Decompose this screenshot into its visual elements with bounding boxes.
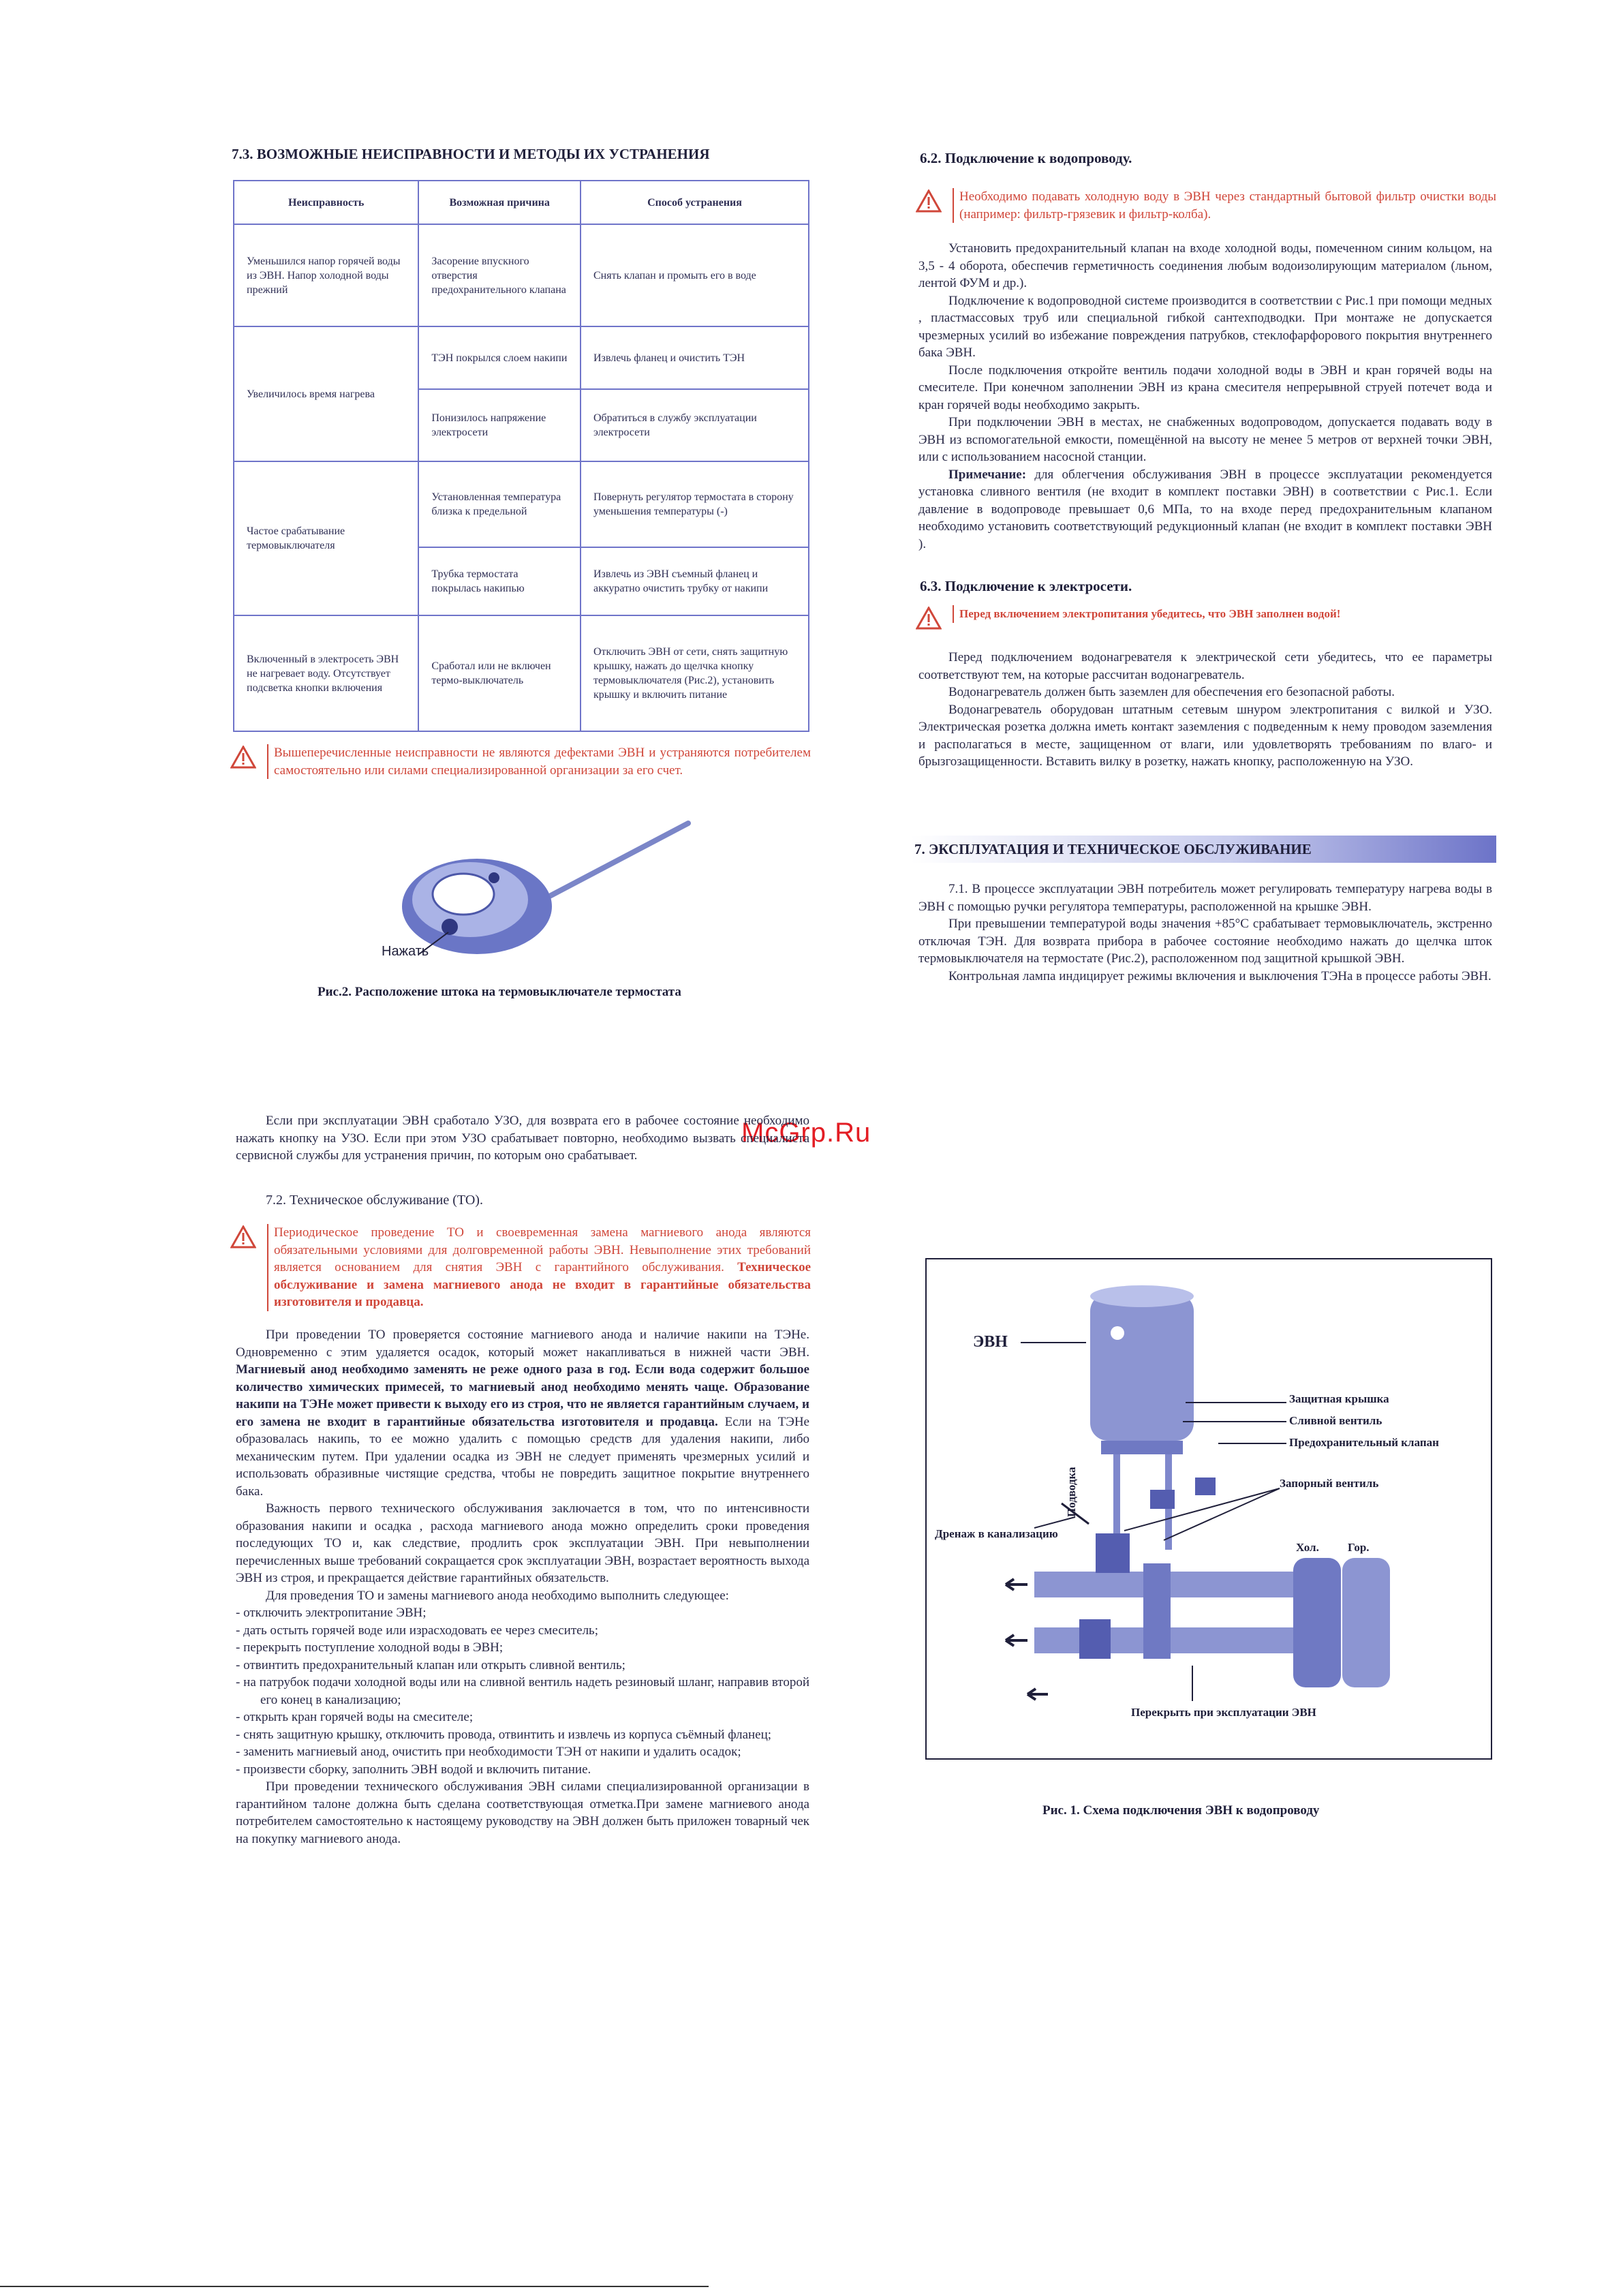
list-item: - заменить магниевый анод, очистить при необходимости ТЭН от накипи и удалить осадок; xyxy=(236,1745,741,1759)
press-label: Нажать xyxy=(382,944,429,959)
col-header-cause: Возможная причина xyxy=(418,181,581,224)
paragraph: Водонагреватель должен быть заземлен для обеспечения его безопасной работы. xyxy=(948,685,1395,699)
table-row xyxy=(234,224,809,326)
col-header-fault: Неисправность xyxy=(234,181,418,224)
fig1-caption: Рис. 1. Схема подключения ЭВН к водопроводу xyxy=(1042,1803,1320,1818)
paragraph: Подключение к водопроводной системе производится в соответствии с Рис.1 при помощи медных , пластмассовых труб или специальной гибкой сантехподводки. При монтаже не допускается чрезмерных усилий во избежание повреждения патрубков, стеклофарфорового покрытия внутреннего бака ЭВН. xyxy=(918,293,1492,360)
paragraph xyxy=(236,1326,809,1500)
watermark: McGrp.Ru xyxy=(741,1118,871,1148)
anode-text-c: Если на ТЭНе образовалась накипь, то ее можно удалить с помощью средств для удаления накипи, либо механическим путем. При удалении осадка из ЭВН не следует применять чрезмерных усилий и использовать образивные чистящие средства, чтобы не повредить защитное покрытие внутреннего бака. xyxy=(236,1414,809,1499)
list-item: - отвинтить предохранительный клапан или открыть сливной вентиль; xyxy=(236,1657,625,1672)
cause-cell: Трубка термостата покрылась накипью xyxy=(418,547,581,615)
cause-cell: ТЭН покрылся слоем накипи xyxy=(418,326,581,389)
filter-warning-text: Необходимо подавать холодную воду в ЭВН через стандартный бытовой фильтр очистки воды (например: фильтр-грязевик и фильтр-колба). xyxy=(953,188,1496,223)
paragraph: Если при эксплуатации ЭВН сработало УЗО, для возврата его в рабочее состояние необходимо нажать кнопку на УЗО. Если при этом УЗО срабатывает повторно, необходимо вызвать специалиста сервисной службы для устранения причин, по которым оно срабатывает. xyxy=(236,1114,809,1163)
label-shutoff-valve: Запорный вентиль xyxy=(1280,1477,1379,1490)
label-close: Перекрыть при эксплуатации ЭВН xyxy=(1131,1706,1316,1719)
table-row xyxy=(234,615,809,731)
section-6-3-body xyxy=(918,649,1492,771)
fix-cell: Снять клапан и промыть его в воде xyxy=(581,224,809,326)
label-cover: Защитная крышка xyxy=(1289,1392,1389,1405)
section-7-title: 7. ЭКСПЛУАТАЦИЯ И ТЕХНИЧЕСКОЕ ОБСЛУЖИВАНИЕ xyxy=(910,836,1496,863)
paragraph: При подключении ЭВН в местах, не снабженных водопроводом, допускается подавать воду в ЭВН из вспомогательной емкости, помещённой на высоту не менее 5 метров от верхней точки ЭВН, или с использованием насосной станции. xyxy=(918,415,1492,464)
fault-cell: Уменьшился напор горячей воды из ЭВН. Напор холодной воды прежний xyxy=(234,224,418,326)
table-row xyxy=(234,326,809,389)
filter-warning xyxy=(916,188,1496,223)
paragraph: Перед подключением водонагревателя к электрической сети убедитесь, что ее параметры соответствуют тем, на которые рассчитан водонагреватель. xyxy=(918,650,1492,682)
fault-cell: Частое срабатывание термовыключателя xyxy=(234,461,418,615)
fig2-caption: Рис.2. Расположение штока на термовыключателе термостата xyxy=(318,985,681,999)
paragraph: Контрольная лампа индицирует режимы включения и выключения ТЭНа в процессе работы ЭВН. xyxy=(948,968,1491,983)
faults-table-wrap xyxy=(233,180,809,732)
list-item: - снять защитную крышку, отключить провода, отвинтить и извлечь из корпуса съёмный фланец; xyxy=(236,1727,772,1742)
label-evn: ЭВН xyxy=(973,1333,1008,1351)
anode-text-b: Магниевый анод необходимо заменять не реже одного раза в год. Если вода содержит большое количество химических примесей, то магниевый анод необходимо менять чаще. Образование накипи на ТЭНе может привести к выходу его из строя, что не является гарантийным случаем, и его замена не входит в гарантийные обязательства изготовителя и продавца. xyxy=(236,1362,809,1429)
note-paragraph xyxy=(918,466,1492,553)
label-drain: Дренаж в канализацию xyxy=(935,1527,1058,1540)
paragraph: Для проведения ТО и замены магниевого анода необходимо выполнить следующее: xyxy=(266,1588,729,1603)
plumbing-diagram xyxy=(925,1258,1492,1760)
power-warning xyxy=(916,605,1496,630)
faults-table xyxy=(233,180,809,732)
fix-cell: Извлечь из ЭВН съемный фланец и аккуратно очистить трубку от накипи xyxy=(581,547,809,615)
maintenance-warning xyxy=(230,1224,811,1311)
uzo-paragraph-wrap xyxy=(236,1112,809,1165)
warning-bold: Техническое обслуживание и замена магниевого анода не входит в гарантийные обязательства изготовителя и продавца. xyxy=(274,1260,811,1309)
fix-cell: Обратиться в службу эксплуатации электросети xyxy=(581,389,809,461)
anode-text-a: При проведении ТО проверяется состояние магниевого анода и наличие накипи на ТЭНе. Одновременно с этим удаляется осадок, который может накапливаться в нижней части ЭВН. xyxy=(236,1328,809,1360)
cause-cell: Установленная температура близка к предельной xyxy=(418,461,581,547)
list-item: - на патрубок подачи холодной воды или на сливной вентиль надеть резиновый шланг, направив второй его конец в канализацию; xyxy=(236,1675,809,1707)
list-item: - открыть кран горячей воды на смесителе; xyxy=(236,1710,474,1724)
label-supply: Подводка xyxy=(1065,1467,1078,1517)
section-6-3-title: 6.3. Подключение к электросети. xyxy=(920,578,1132,594)
note-text: для облегчения обслуживания ЭВН в процессе эксплуатации рекомендуется установка сливного вентиля (не входит в комплект поставки ЭВН) в соответствии с Рис.1. Если давление в водопроводе превышает 0,6 МПа, то на входе перед предохранительным клапаном необходимо установить соответствующий редукционный клапан (не входит в комплект поставки ЭВН ). xyxy=(918,467,1492,551)
paragraph: 7.1. В процессе эксплуатации ЭВН потребитель может регулировать температуру нагрева воды в ЭВН с помощью ручки регулятора температуры, расположенной на крышке ЭВН. xyxy=(918,882,1492,914)
cause-cell: Сработал или не включен термо-выключатель xyxy=(418,615,581,731)
warning-icon xyxy=(230,1225,256,1249)
section-7-2-title: 7.2. Техническое обслуживание (ТО). xyxy=(266,1193,483,1208)
fix-cell: Извлечь фланец и очистить ТЭН xyxy=(581,326,809,389)
warning-icon xyxy=(916,607,942,630)
section-7-body xyxy=(918,881,1492,985)
list-item: - дать остыть горячей воде или израсходовать ее через смеситель; xyxy=(236,1623,598,1638)
paragraph: Установить предохранительный клапан на входе холодной воды, помеченном синим кольцом, на 3,5 - 4 оборота, обеспечив герметичность соединения любым водоизолирующим материалом (льном, лентой ФУМ и др.). xyxy=(918,241,1492,290)
section-7-2-body xyxy=(236,1326,809,1848)
paragraph: При превышении температурой воды значения +85°С срабатывает термовыключатель, экстренно отключая ТЭН. Для возврата прибора в рабочее состояние необходимо нажать до щелчка шток термовыключателя на термостате (Рис.2), расположенном под защитной крышкой ЭВН. xyxy=(918,917,1492,966)
warning-plain: Периодическое проведение ТО и своевременная замена магниевого анода являются обязательными условиями для долговременной работы ЭВН. Невыполнение этих требований является основанием для снятия ЭВН с гарантийного обслуживания. xyxy=(274,1225,811,1274)
list-item: - перекрыть поступление холодной воды в ЭВН; xyxy=(236,1640,504,1655)
faults-warning-text: Вышеперечисленные неисправности не являются дефектами ЭВН и устраняются потребителем самостоятельно или силами специализированной организации за его счет. xyxy=(267,744,811,779)
fault-cell: Увеличилось время нагрева xyxy=(234,326,418,461)
section-6-2-title: 6.2. Подключение к водопроводу. xyxy=(920,150,1132,166)
fix-cell: Отключить ЭВН от сети, снять защитную крышку, нажать до щелчка кнопку термовыключателя (Рис.2), установить крышку и включить питание xyxy=(581,615,809,731)
label-hot: Гор. xyxy=(1348,1541,1370,1554)
fix-cell: Повернуть регулятор термостата в сторону уменьшения температуры (-) xyxy=(581,461,809,547)
page-edge-line xyxy=(0,2286,709,2287)
label-cold: Хол. xyxy=(1296,1541,1319,1554)
paragraph: Водонагреватель оборудован штатным сетевым шнуром электропитания с вилкой и УЗО. Электрическая розетка должна иметь контакт заземления с подведенным к нему проводом заземления и располагаться в месте, защищенном от влаги, или удовлетворять требованиям по влаго- и брызгозащищенности. Вставить вилку в розетку, нажать кнопку, расположенную на УЗО. xyxy=(918,702,1492,769)
section-6-2-body xyxy=(918,240,1492,553)
list-item: - отключить электропитание ЭВН; xyxy=(236,1606,427,1620)
warning-icon xyxy=(916,189,942,213)
power-warning-text: Перед включением электропитания убедитесь, что ЭВН заполнен водой! xyxy=(953,605,1340,623)
section-7-3-title: 7.3. ВОЗМОЖНЫЕ НЕИСПРАВНОСТИ И МЕТОДЫ ИХ УСТРАНЕНИЯ xyxy=(232,146,710,162)
water-heater-tank xyxy=(1090,1294,1194,1441)
paragraph: После подключения откройте вентиль подачи холодной воды в ЭВН и кран горячей воды на смесителе. При конечном заполнении ЭВН из крана смесителя непрерывной струей потечет вода и кран горячей воды необходимо закрыть. xyxy=(918,363,1492,412)
table-row xyxy=(234,461,809,547)
maintenance-warning-text xyxy=(267,1224,811,1311)
faults-warning xyxy=(230,744,811,779)
fault-cell: Включенный в электросеть ЭВН не нагревает воду. Отсутствует подсветка кнопки включения xyxy=(234,615,418,731)
col-header-fix: Способ устранения xyxy=(581,181,809,224)
list-item: - произвести сборку, заполнить ЭВН водой и включить питание. xyxy=(236,1762,591,1777)
paragraph: При проведении технического обслуживания ЭВН силами специализированной организации в гарантийном талоне должна быть сделана соответствующая отметка.При замене магниевого анода потребителем самостоятельно к настоящему руководству на ЭВН должен быть приложен товарный чек на покупку магниевого анода. xyxy=(236,1779,809,1846)
cause-cell: Засорение впускного отверстия предохранительного клапана xyxy=(418,224,581,326)
maintenance-steps xyxy=(236,1604,809,1778)
note-label: Примечание: xyxy=(948,467,1027,482)
warning-icon xyxy=(230,746,256,769)
label-safety-valve: Предохранительный клапан xyxy=(1289,1436,1439,1449)
cause-cell: Понизилось напряжение электросети xyxy=(418,389,581,461)
label-drain-valve: Сливной вентиль xyxy=(1289,1414,1382,1427)
paragraph: Важность первого технического обслуживания заключается в том, что по интенсивности образования накипи и осадка , расхода магниевого анода можно определить сроки проведения последующих ТО и, как следствие, продлить срок эксплуатации ЭВН. При невыполнении перечисленных выше требований сокращается срок эксплуатации ЭВН, возрастает вероятность выхода ЭВН из строя, и прекращается действие гарантийных обязательств. xyxy=(236,1501,809,1585)
